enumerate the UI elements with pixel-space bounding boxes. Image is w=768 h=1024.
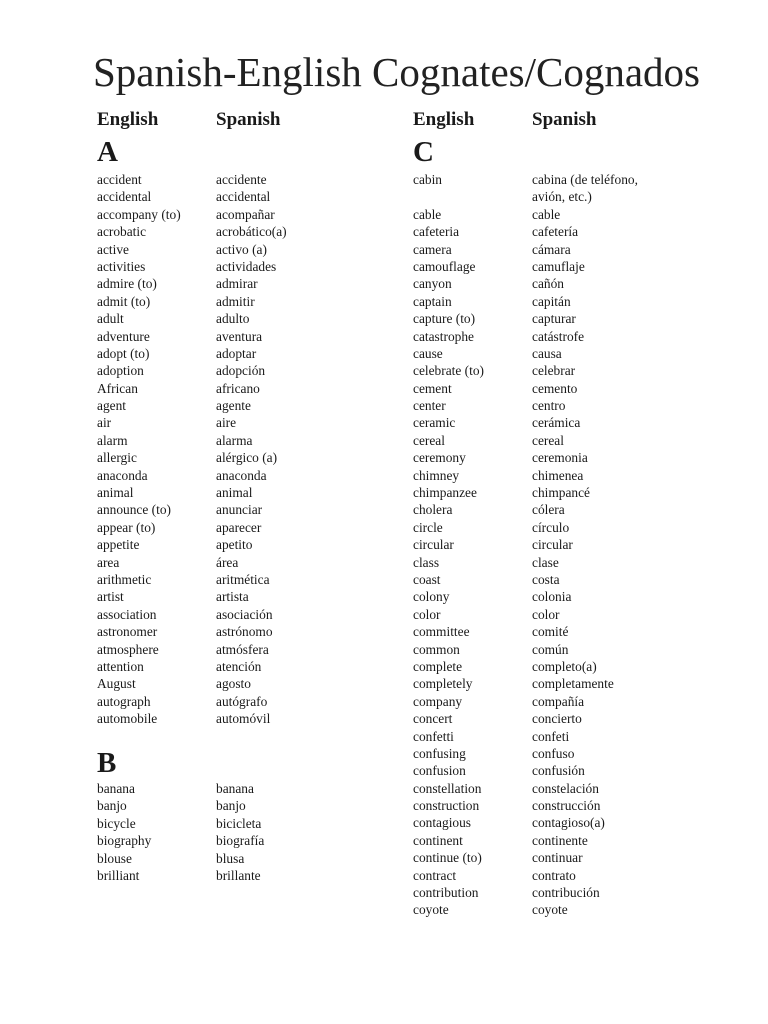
english-word: agent	[97, 398, 126, 414]
left-english-header: English	[97, 109, 159, 130]
english-word: circle	[413, 519, 443, 535]
page-title: Spanish-English Cognates/Cognados	[93, 49, 701, 95]
english-word: contagious	[413, 815, 472, 831]
spanish-word: acrobático(a)	[216, 224, 287, 240]
spanish-word: área	[216, 554, 239, 570]
english-word: concert	[413, 711, 453, 727]
spanish-word: coyote	[532, 902, 568, 918]
spanish-word: bicicleta	[216, 815, 262, 831]
spanish-word: cámara	[532, 241, 571, 257]
english-word: accidental	[97, 189, 152, 205]
spanish-word: aire	[216, 415, 237, 431]
spanish-word: chimenea	[532, 467, 584, 483]
right-english-header: English	[413, 109, 475, 130]
spanish-word: aparecer	[216, 519, 262, 535]
spanish-word: causa	[532, 345, 562, 361]
english-word: active	[97, 241, 129, 257]
english-word: ceramic	[413, 415, 456, 431]
spanish-word: capturar	[532, 311, 576, 327]
spanish-word: capitán	[532, 293, 571, 309]
spanish-word: animal	[216, 485, 253, 501]
spanish-word: adulto	[216, 311, 250, 327]
english-word: chimpanzee	[413, 485, 477, 501]
english-word: alarm	[97, 432, 128, 448]
spanish-word: cable	[532, 206, 561, 222]
spanish-word: automóvil	[216, 711, 271, 727]
spanish-word: acompañar	[216, 206, 275, 222]
english-word: center	[413, 398, 446, 414]
english-word: catastrophe	[413, 328, 474, 344]
spanish-word: centro	[532, 398, 566, 414]
spanish-word: celebrar	[532, 363, 576, 379]
english-word: adopt (to)	[97, 345, 150, 361]
spanish-word: cañón	[532, 276, 564, 292]
spanish-word: cemento	[532, 380, 578, 396]
english-word: complete	[413, 658, 463, 674]
spanish-word: confusión	[532, 763, 585, 779]
section-c-english-list	[413, 171, 528, 919]
english-word: completely	[413, 676, 473, 692]
spanish-word: costa	[532, 572, 560, 587]
english-word: air	[97, 415, 112, 431]
english-word: canyon	[413, 276, 452, 292]
english-word: activities	[97, 258, 146, 274]
english-word: astronomer	[97, 624, 158, 640]
spanish-word: cabina (de teléfono, avión, etc.)	[532, 172, 638, 205]
spanish-word: continente	[532, 832, 588, 848]
spanish-word: completo(a)	[532, 658, 597, 674]
spanish-word: anunciar	[216, 502, 263, 518]
section-c-spanish-list	[532, 171, 662, 919]
english-word: cafeteria	[413, 224, 460, 240]
spanish-word: brillante	[216, 867, 261, 883]
english-word: appetite	[97, 537, 140, 553]
spanish-word: contagioso(a)	[532, 815, 605, 831]
english-word: artist	[97, 589, 124, 605]
spanish-word: contrato	[532, 867, 576, 883]
english-word: contract	[413, 867, 457, 883]
english-word: allergic	[97, 450, 137, 466]
english-word: confusing	[413, 745, 466, 761]
english-word: captain	[413, 293, 452, 309]
spanish-word: banana	[216, 781, 254, 796]
english-word: accompany (to)	[97, 206, 181, 222]
english-word: bicycle	[97, 815, 136, 831]
spanish-word: artista	[216, 589, 249, 605]
english-word: common	[413, 641, 460, 657]
english-word: class	[413, 554, 440, 570]
english-word: contribution	[413, 885, 479, 901]
english-word: construction	[413, 798, 480, 814]
spanish-word: astrónomo	[216, 624, 273, 640]
english-word: association	[97, 606, 157, 622]
english-word: camouflage	[413, 258, 476, 274]
english-word: appear (to)	[97, 519, 156, 535]
english-word: cement	[413, 380, 452, 396]
spanish-word: asociación	[216, 606, 273, 622]
spanish-word: blusa	[216, 850, 245, 866]
spanish-word: camuflaje	[532, 258, 585, 274]
spanish-word: alérgico (a)	[216, 450, 278, 466]
spanish-word: atención	[216, 658, 262, 674]
english-word: color	[413, 606, 441, 622]
spanish-word: círculo	[532, 519, 570, 535]
english-word: ceremony	[413, 450, 466, 466]
section-letter-a: A	[97, 136, 118, 168]
english-word: cholera	[413, 502, 453, 518]
spanish-word: agente	[216, 398, 251, 414]
spanish-word: cólera	[532, 502, 565, 518]
spanish-word: circular	[532, 537, 573, 553]
spanish-word: construcción	[532, 798, 601, 814]
spanish-word: constelación	[532, 780, 599, 796]
english-word: confusion	[413, 763, 466, 779]
english-word: autograph	[97, 693, 151, 709]
spanish-word: aritmética	[216, 571, 270, 587]
spanish-word: contribución	[532, 885, 600, 901]
spanish-word: cerámica	[532, 415, 581, 431]
english-word: cable	[413, 206, 442, 222]
english-word: banana	[97, 781, 135, 796]
english-word: accident	[97, 172, 142, 187]
english-word: announce (to)	[97, 502, 171, 518]
spanish-word: africano	[216, 380, 260, 396]
section-letter-c: C	[413, 136, 434, 168]
english-word: capture (to)	[413, 311, 476, 327]
spanish-word: biografía	[216, 833, 265, 849]
spanish-word: actividades	[216, 258, 277, 274]
spanish-word: cereal	[532, 432, 564, 448]
english-word: colony	[413, 589, 450, 605]
english-word: constellation	[413, 780, 482, 796]
spanish-word: admirar	[216, 276, 258, 292]
spanish-word: catástrofe	[532, 328, 585, 344]
spanish-word: anaconda	[216, 467, 267, 483]
english-word: arithmetic	[97, 571, 152, 587]
english-word: animal	[97, 485, 134, 501]
spanish-word: continuar	[532, 850, 583, 866]
section-a-english-list	[97, 171, 212, 728]
english-word: anaconda	[97, 467, 148, 483]
spanish-word: color	[532, 606, 560, 622]
english-word: adult	[97, 311, 124, 327]
spanish-word: concierto	[532, 711, 582, 727]
spanish-word: ceremonia	[532, 450, 588, 466]
spanish-word: colonia	[532, 589, 572, 605]
spanish-word: adopción	[216, 363, 266, 379]
english-word: biography	[97, 833, 152, 849]
spanish-word: confuso	[532, 745, 575, 761]
spanish-word: activo (a)	[216, 241, 267, 257]
spanish-word: completamente	[532, 676, 614, 692]
spanish-word: confeti	[532, 728, 570, 744]
spanish-word: apetito	[216, 537, 253, 553]
english-word: automobile	[97, 711, 158, 727]
english-word: continent	[413, 832, 463, 848]
english-word: brilliant	[97, 867, 140, 883]
english-word: cause	[413, 345, 443, 361]
english-word: atmosphere	[97, 641, 159, 657]
spanish-word: autógrafo	[216, 693, 268, 709]
english-word: celebrate (to)	[413, 363, 484, 379]
english-word: area	[97, 554, 120, 570]
english-word: admire (to)	[97, 276, 157, 292]
english-word: banjo	[97, 798, 127, 814]
section-a-spanish-list	[216, 171, 346, 728]
english-word: circular	[413, 537, 454, 553]
spanish-word: cafetería	[532, 224, 579, 240]
english-word: camera	[413, 241, 452, 257]
left-spanish-header: Spanish	[216, 109, 281, 130]
english-word: adventure	[97, 328, 150, 344]
spanish-word: banjo	[216, 798, 246, 814]
english-word: confetti	[413, 728, 454, 744]
english-word: committee	[413, 624, 470, 640]
spanish-word: agosto	[216, 676, 251, 692]
english-word: attention	[97, 658, 144, 674]
english-word: August	[97, 676, 136, 692]
english-word: company	[413, 693, 463, 709]
english-word: admit (to)	[97, 293, 151, 309]
english-word: cabin	[413, 172, 442, 187]
spanish-word: adoptar	[216, 345, 257, 361]
right-spanish-header: Spanish	[532, 109, 597, 130]
spanish-word: común	[532, 641, 569, 657]
spanish-word: compañía	[532, 693, 585, 709]
section-b-spanish-list	[216, 780, 346, 884]
section-letter-b: B	[97, 747, 117, 779]
spanish-word: alarma	[216, 432, 253, 448]
english-word: adoption	[97, 363, 144, 379]
english-word: coyote	[413, 902, 449, 918]
spanish-word: comité	[532, 624, 569, 640]
english-word: continue (to)	[413, 850, 482, 866]
english-word: chimney	[413, 467, 460, 483]
spanish-word: aventura	[216, 328, 263, 344]
english-word: acrobatic	[97, 224, 147, 240]
spanish-word: clase	[532, 554, 559, 570]
spanish-word: chimpancé	[532, 485, 590, 501]
english-word: African	[97, 380, 138, 396]
spanish-word: accidente	[216, 172, 267, 187]
spanish-word: accidental	[216, 189, 271, 205]
english-word: cereal	[413, 432, 445, 448]
spanish-word: admitir	[216, 293, 255, 309]
english-word: coast	[413, 572, 441, 587]
section-b-english-list	[97, 780, 212, 884]
english-word: blouse	[97, 850, 132, 866]
spanish-word: atmósfera	[216, 641, 269, 657]
